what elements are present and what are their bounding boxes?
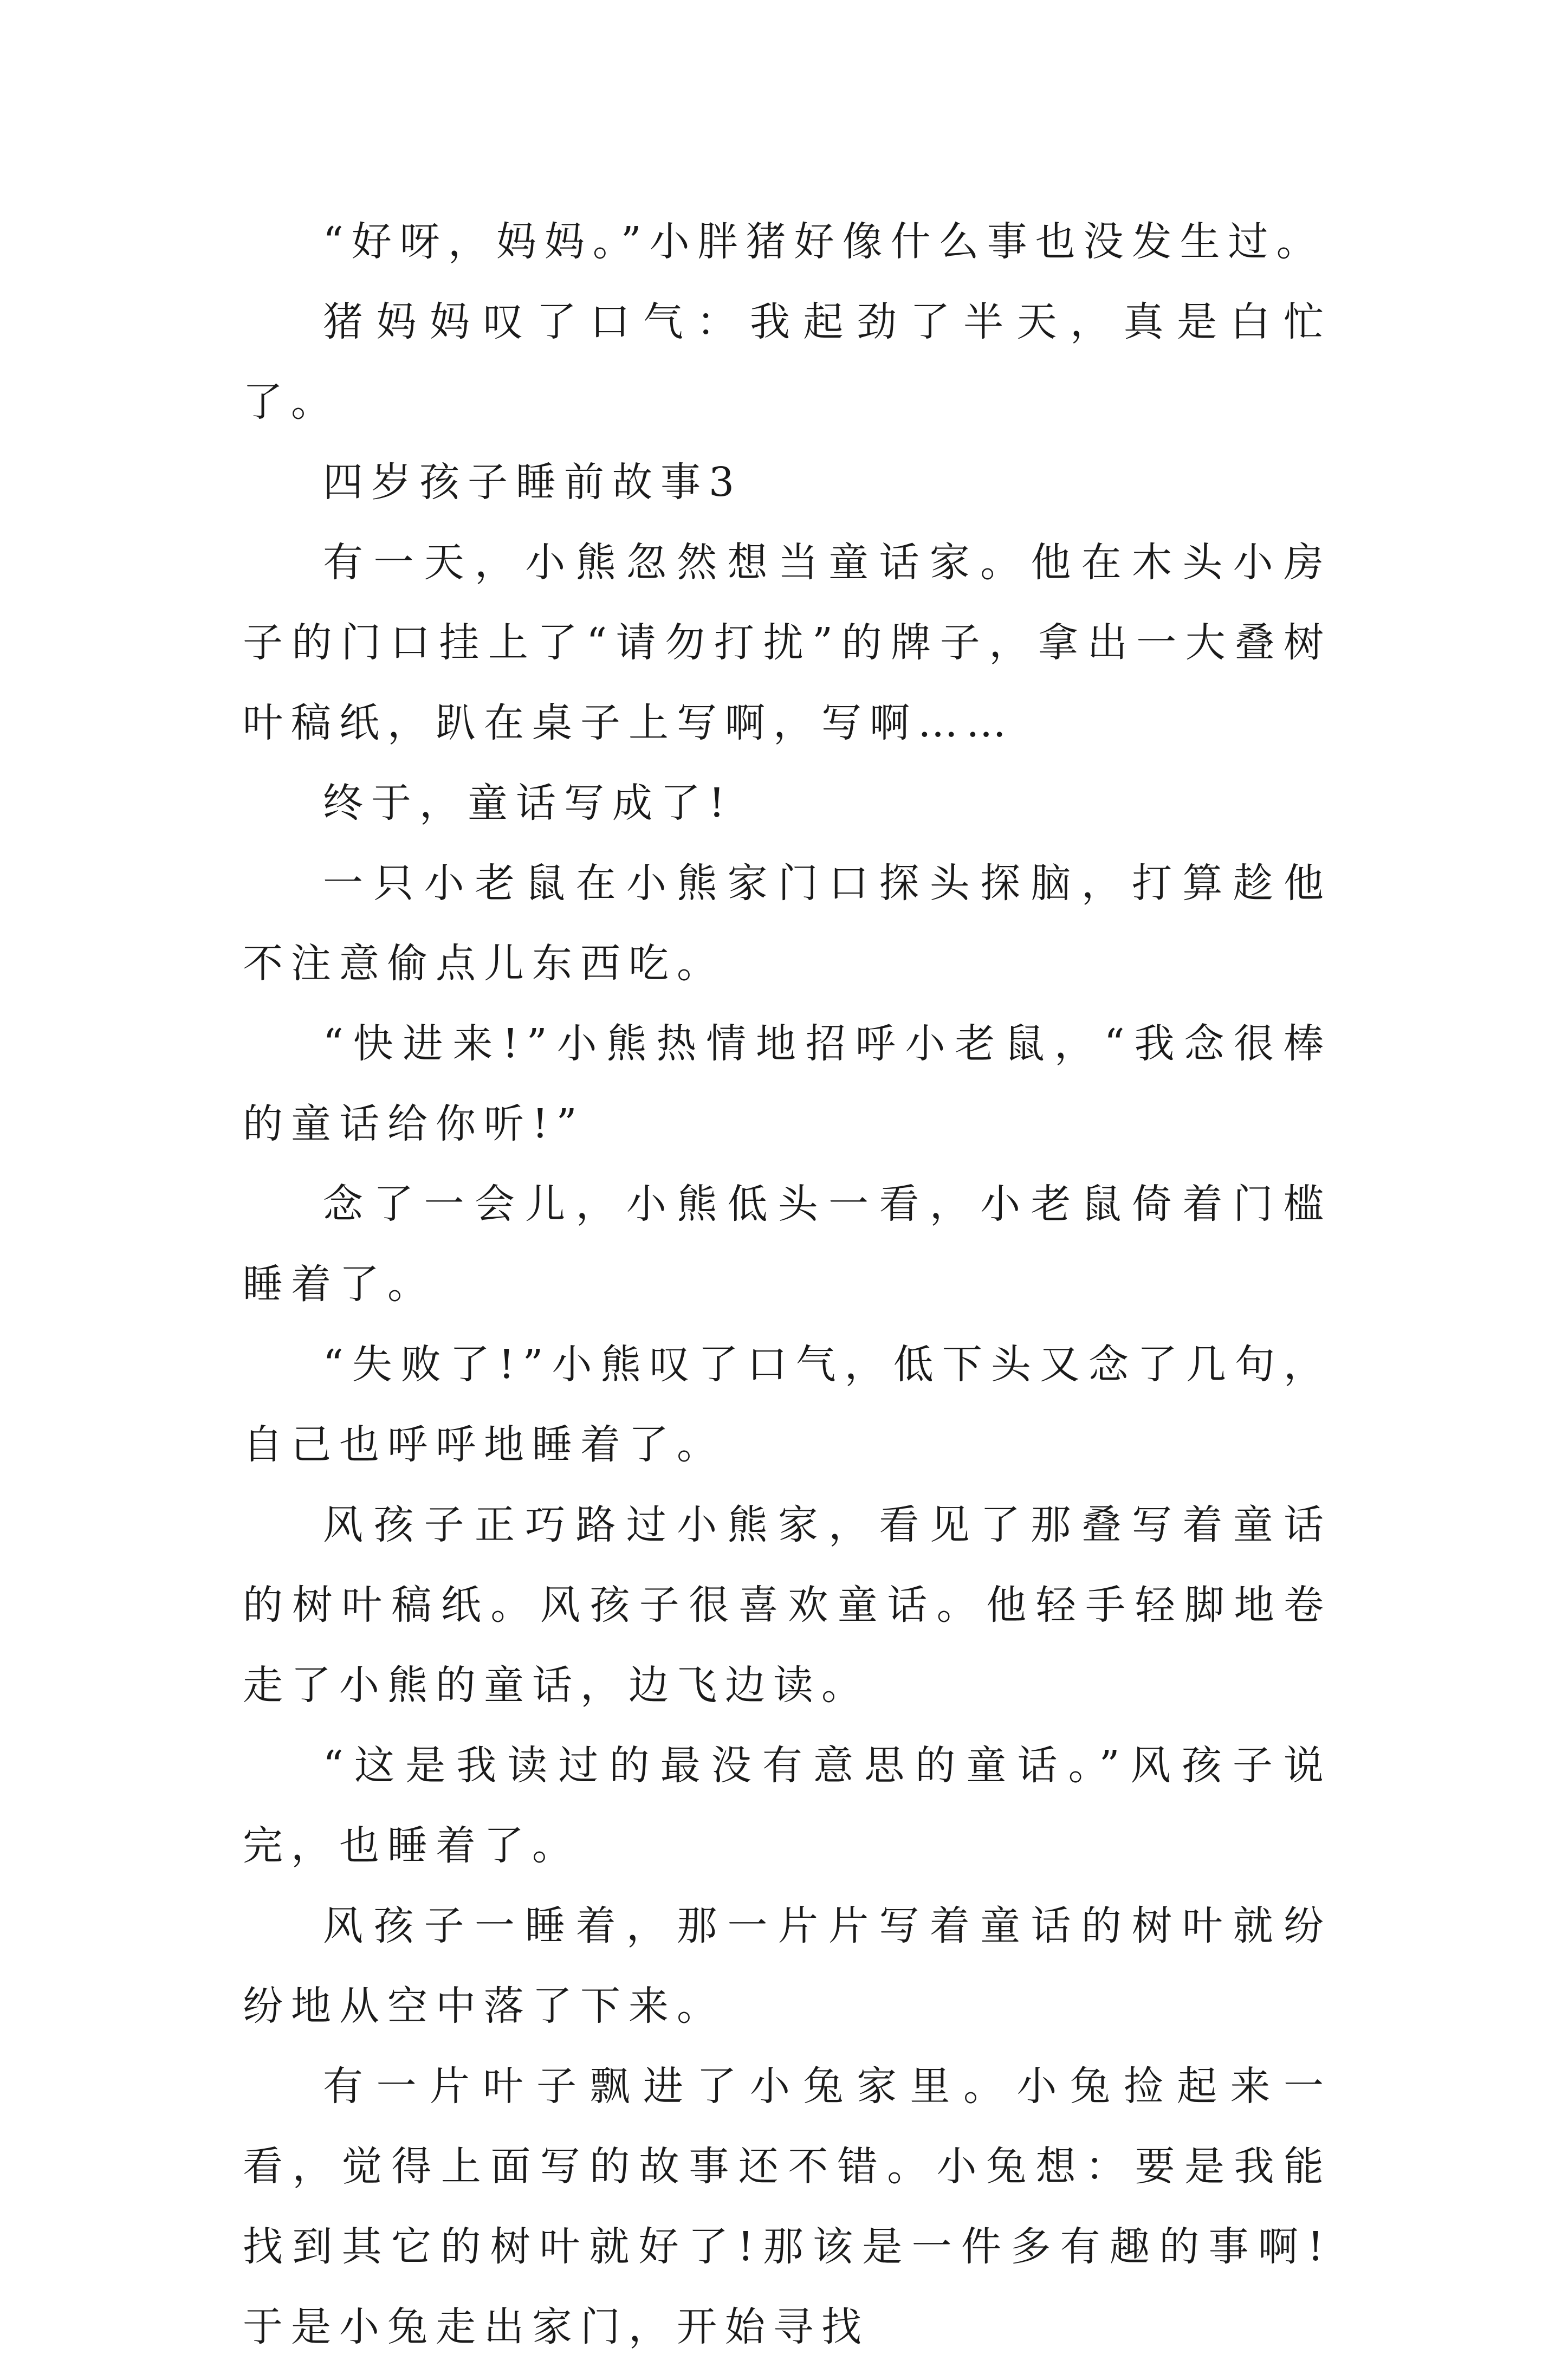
paragraph: 一只小老鼠在小熊家门口探头探脑，打算趁他不注意偷点儿东西吃。 <box>243 860 1332 987</box>
document-body <box>243 202 1332 2367</box>
paragraph: 有一片叶子飘进了小兔家里。小兔捡起来一看，觉得上面写的故事还不错。小兔想：要是我能找到其它的树叶就好了!那该是一件多有趣的事啊!于是小兔走出家门，开始寻找 <box>243 2063 1332 2350</box>
section-heading: 四岁孩子睡前故事3 <box>323 459 743 506</box>
paragraph: “好呀，妈妈。”小胖猪好像什么事也没发生过。 <box>323 218 1325 265</box>
paragraph: “失败了!”小熊叹了口气，低下头又念了几句，自己也呼呼地睡着了。 <box>243 1341 1332 1468</box>
paragraph: “这是我读过的最没有意思的童话。”风孩子说完，也睡着了。 <box>243 1742 1332 1869</box>
paragraph: 风孩子正巧路过小熊家，看见了那叠写着童话的树叶稿纸。风孩子很喜欢童话。他轻手轻脚地卷走了小熊的童话，边飞边读。 <box>243 1502 1332 1709</box>
paragraph: 念了一会儿，小熊低头一看，小老鼠倚着门槛睡着了。 <box>243 1181 1332 1308</box>
paragraph: 猪妈妈叹了口气：我起劲了半天，真是白忙了。 <box>243 299 1332 425</box>
paragraph: 有一天，小熊忽然想当童话家。他在木头小房子的门口挂上了“请勿打扰”的牌子，拿出一大叠树叶稿纸，趴在桌子上写啊，写啊…… <box>243 539 1332 746</box>
paragraph: 风孩子一睡着，那一片片写着童话的树叶就纷纷地从空中落了下来。 <box>243 1903 1332 2029</box>
paragraph: 终于，童话写成了! <box>323 780 733 826</box>
paragraph: “快进来!”小熊热情地招呼小老鼠，“我念很棒的童话给你听!” <box>243 1020 1332 1147</box>
